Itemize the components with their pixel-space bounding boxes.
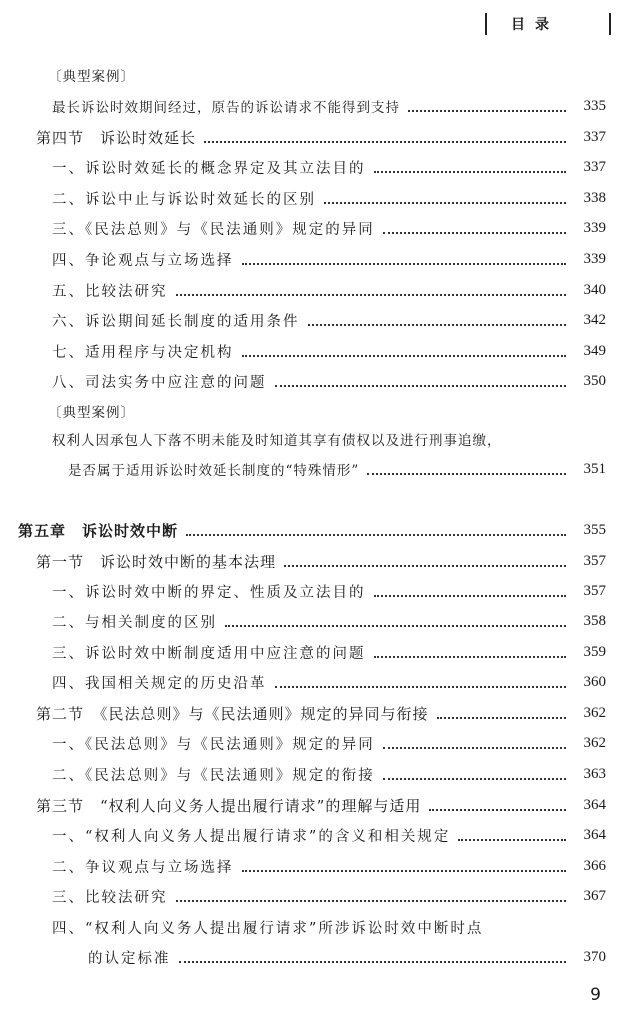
toc-entry-item[interactable] <box>52 275 606 305</box>
toc-entry-page: 337 <box>583 158 606 175</box>
dot-leader <box>383 777 566 780</box>
toc-entry-section[interactable] <box>36 790 606 820</box>
toc-entry-title: 第三节 “权利人向义务人提出履行请求”的理解与适用 <box>36 796 422 815</box>
toc-entry-item[interactable] <box>52 244 606 274</box>
toc-entry-item[interactable] <box>52 637 606 667</box>
toc-entry-page: 355 <box>583 521 606 538</box>
dot-leader <box>458 838 566 841</box>
toc-entry-page: 370 <box>583 948 606 965</box>
dot-leader <box>383 231 566 234</box>
header-title: 目录 <box>511 17 559 33</box>
toc-entry-title: 权利人因承包人下落不明未能及时知道其享有债权以及进行刑事追缴， <box>52 433 502 449</box>
toc-entry-title: 八、司法实务中应注意的问题 <box>52 374 267 391</box>
dot-leader <box>186 533 566 536</box>
toc-entry-page: 357 <box>583 552 606 569</box>
toc-entry-page: 337 <box>583 128 606 145</box>
toc-entry-section[interactable] <box>36 122 606 152</box>
dot-leader <box>176 293 567 296</box>
toc-entry-item[interactable] <box>52 366 606 396</box>
dot-leader <box>429 808 566 811</box>
toc-entry-page: 367 <box>583 887 606 904</box>
toc-entry-title: 最长诉讼时效期间经过，原告的诉讼请求不能得到支持 <box>52 100 400 116</box>
toc-entry-page: 351 <box>583 460 606 477</box>
toc-entry-item[interactable] <box>52 881 606 911</box>
dot-leader <box>408 109 566 112</box>
toc-entry-title: 四、争论观点与立场选择 <box>52 252 234 269</box>
toc-entry-title: 二、《民法总则》与《民法通则》规定的衔接 <box>52 767 375 784</box>
toc-entry-title: 一、诉讼时效中断的界定、性质及立法目的 <box>52 584 366 601</box>
dot-leader <box>308 323 567 326</box>
toc-entry-title: 三、比较法研究 <box>52 889 168 906</box>
dot-leader <box>437 716 566 719</box>
toc-entry-page: 342 <box>583 311 606 328</box>
page-number: 9 <box>590 985 601 1005</box>
dot-leader <box>284 564 566 567</box>
dot-leader <box>367 472 566 475</box>
toc-entry-page: 366 <box>583 857 606 874</box>
toc-entry-title: 〔典型案例〕 <box>48 69 135 85</box>
toc-entry-title: 的认定标准 <box>88 950 171 967</box>
toc-entry-title: 是否属于适用诉讼时效延长制度的“特殊情形” <box>68 463 360 479</box>
toc-entry-page: 358 <box>583 612 606 629</box>
toc-entry-case[interactable] <box>52 424 606 454</box>
toc-entry-title: 五、比较法研究 <box>52 283 168 300</box>
dot-leader <box>324 201 566 204</box>
toc-entry-item[interactable] <box>52 851 606 881</box>
toc-entry-item[interactable] <box>52 213 606 243</box>
toc-entry-title: 第一节 诉讼时效中断的基本法理 <box>36 552 277 571</box>
dot-leader <box>275 384 567 387</box>
toc-entry-page: 340 <box>583 281 606 298</box>
dot-leader <box>374 655 567 658</box>
dot-leader <box>204 140 566 143</box>
dot-leader <box>275 685 567 688</box>
dot-leader <box>383 746 566 749</box>
toc-entry-page: 335 <box>583 97 606 114</box>
toc-entry-title: 第四节 诉讼时效延长 <box>36 128 197 147</box>
toc-entry-page: 339 <box>583 219 606 236</box>
toc-entry-section[interactable] <box>36 546 606 576</box>
toc-entry-item[interactable] <box>52 576 606 606</box>
toc-entry-title: 二、诉讼中止与诉讼时效延长的区别 <box>52 191 316 208</box>
toc-entry-item[interactable] <box>52 759 606 789</box>
dot-leader <box>374 170 567 173</box>
toc-entry-title: 二、争议观点与立场选择 <box>52 859 234 876</box>
toc-entry-page: 357 <box>583 582 606 599</box>
dot-leader <box>225 624 566 627</box>
toc-entry-page: 362 <box>583 734 606 751</box>
toc-entry-title: 三、《民法总则》与《民法通则》规定的异同 <box>52 221 375 238</box>
toc-entry-item[interactable] <box>52 183 606 213</box>
dot-leader <box>179 960 567 963</box>
dot-leader <box>374 594 567 597</box>
toc-entry-item[interactable] <box>52 606 606 636</box>
toc-entry-title: 第二节 《民法总则》与《民法通则》规定的异同与衔接 <box>36 704 429 723</box>
toc-entry-page: 339 <box>583 250 606 267</box>
toc-entry-item[interactable] <box>52 820 606 850</box>
header-left-rule <box>485 13 487 35</box>
toc-entry-item[interactable] <box>52 728 606 758</box>
toc-entry-page: 363 <box>583 765 606 782</box>
dot-leader <box>176 899 567 902</box>
toc-entry-title: 六、诉讼期间延长制度的适用条件 <box>52 313 300 330</box>
toc-entry-case[interactable] <box>52 91 606 121</box>
dot-leader <box>242 354 567 357</box>
toc-entry-title: 三、诉讼时效中断制度适用中应注意的问题 <box>52 645 366 662</box>
toc-entry-page: 362 <box>583 704 606 721</box>
toc-entry-title: 一、诉讼时效延长的概念界定及其立法目的 <box>52 160 366 177</box>
toc-entry-item[interactable] <box>52 152 606 182</box>
toc-entry-section[interactable] <box>36 698 606 728</box>
dot-leader <box>242 262 567 265</box>
toc-entry-title: 七、适用程序与决定机构 <box>52 344 234 361</box>
toc-entry-chapter[interactable] <box>18 515 606 545</box>
toc-entry-title: 一、“权利人向义务人提出履行请求”的含义和相关规定 <box>52 828 451 845</box>
toc-entry-item[interactable] <box>88 942 606 972</box>
toc-entry-title: 四、“权利人向义务人提出履行请求”所涉诉讼时效中断时点 <box>52 920 484 937</box>
toc-entry-page: 359 <box>583 643 606 660</box>
toc-entry-case[interactable] <box>48 396 606 426</box>
toc-entry-title: 第五章 诉讼时效中断 <box>18 521 179 540</box>
toc-entry-item[interactable] <box>52 667 606 697</box>
toc-entry-case[interactable] <box>68 454 606 484</box>
toc-entry-page: 338 <box>583 189 606 206</box>
toc-entry-item[interactable] <box>52 336 606 366</box>
toc-entry-title: 〔典型案例〕 <box>48 405 135 421</box>
toc-entry-page: 350 <box>583 372 606 389</box>
toc-entry-item[interactable] <box>52 912 606 942</box>
toc-entry-page: 360 <box>583 673 606 690</box>
toc-entry-item[interactable] <box>52 305 606 335</box>
toc-entry-title: 四、我国相关规定的历史沿革 <box>52 675 267 692</box>
toc-entry-page: 349 <box>583 342 606 359</box>
running-header <box>471 10 611 38</box>
toc-entry-page: 364 <box>583 796 606 813</box>
toc-entry-title: 一、《民法总则》与《民法通则》规定的异同 <box>52 736 375 753</box>
header-right-rule <box>609 13 611 35</box>
toc-entry-title: 二、与相关制度的区别 <box>52 614 217 631</box>
toc-entry-page: 364 <box>583 826 606 843</box>
dot-leader <box>242 869 567 872</box>
toc-entry-case[interactable] <box>48 60 606 90</box>
